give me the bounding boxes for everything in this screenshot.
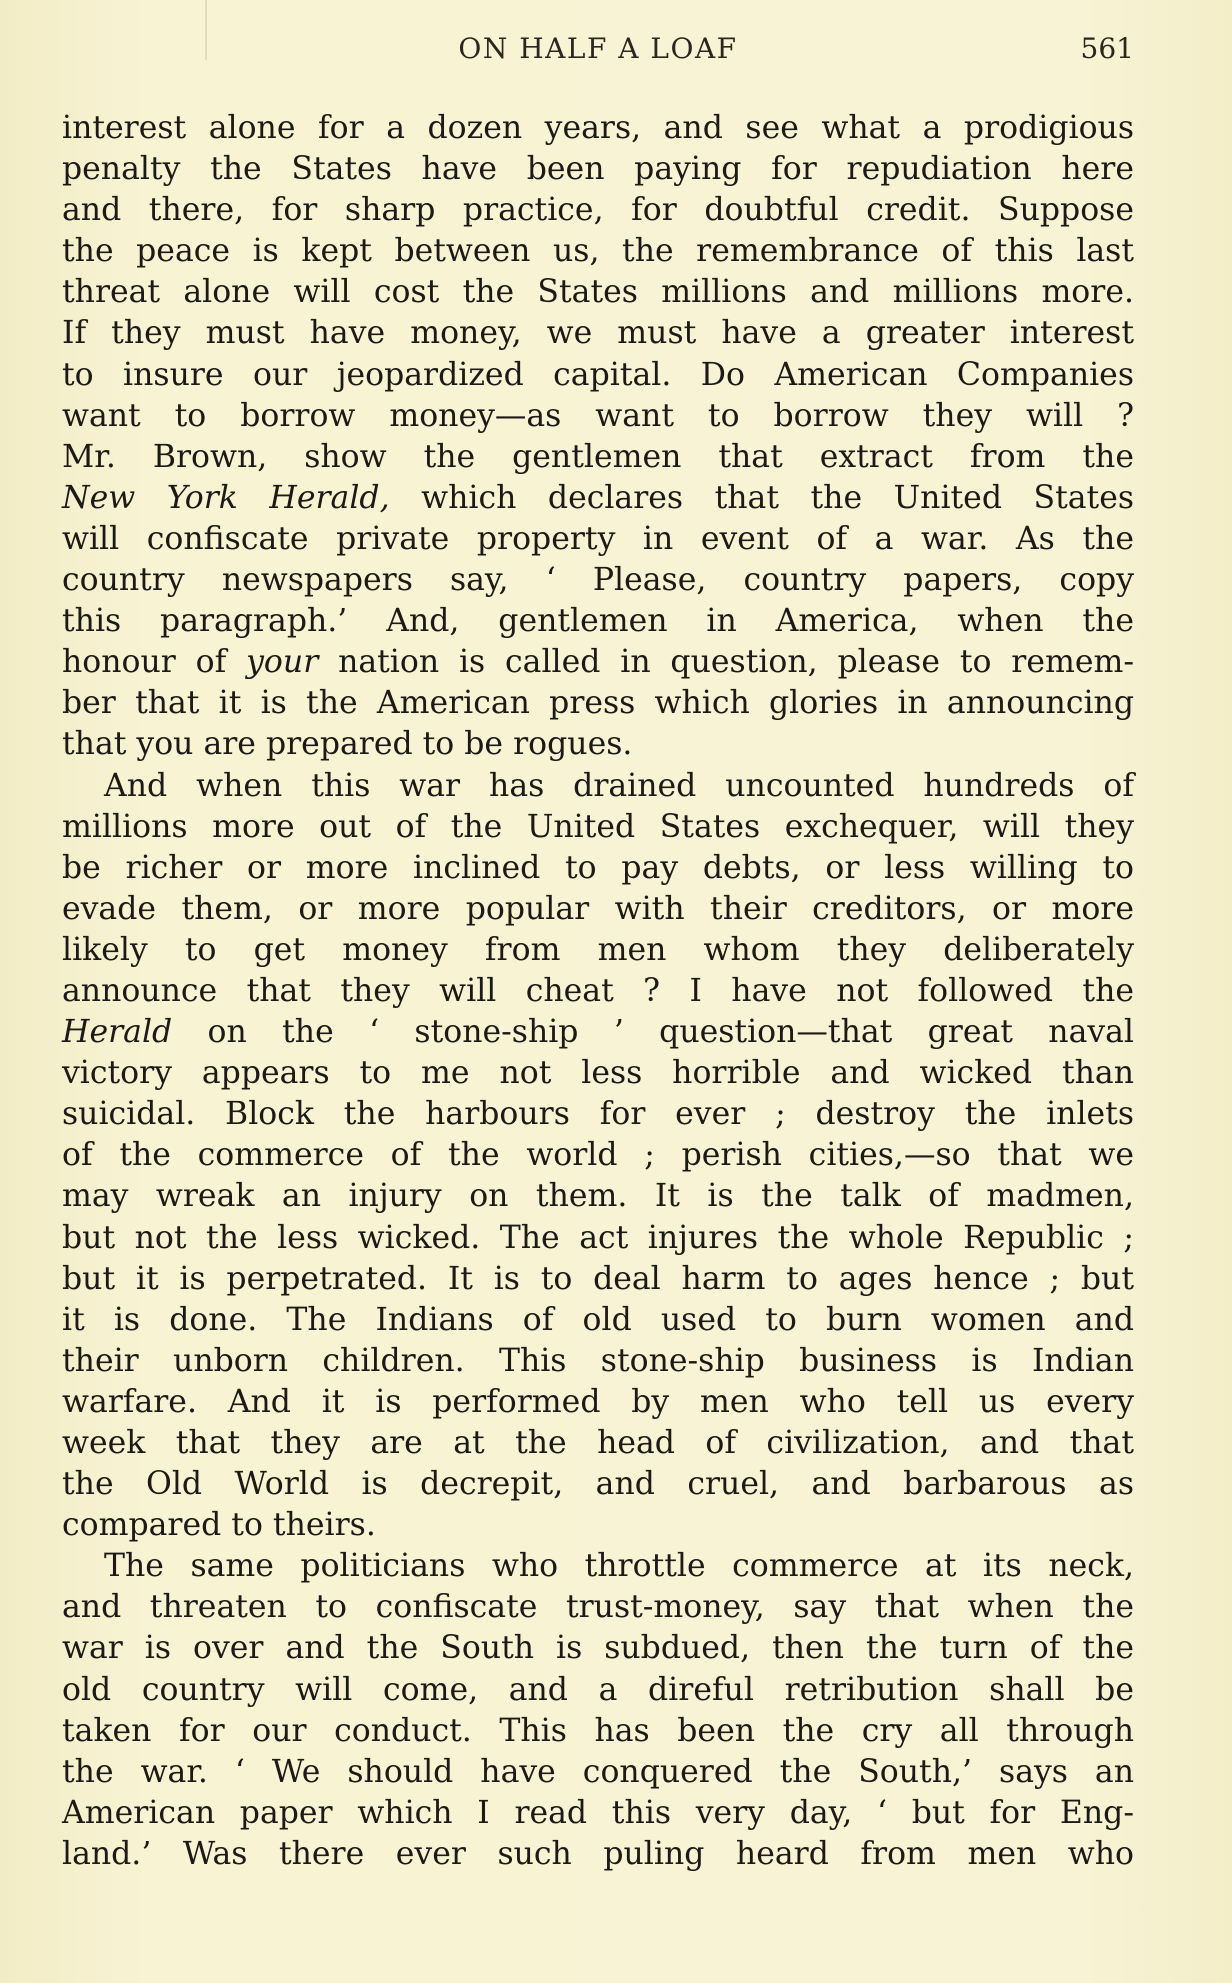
italic-title-new-york-herald: New York Herald, [62, 479, 390, 516]
text-line: suicidal. Block the harbours for ever ; destroy the inlets [62, 1096, 1134, 1133]
text-line: penalty the States have been paying for repudiation here [62, 151, 1134, 188]
text-line: the war. ‘ We should have conquered the South,’ says an [62, 1753, 1134, 1790]
text-line: Mr. Brown, show the gentlemen that extract from the [62, 438, 1134, 475]
text-line: taken for our conduct. This has been the cry all through [62, 1712, 1134, 1749]
paragraph-3 [62, 1546, 1134, 1875]
text-line: it is done. The Indians of old used to burn women and [62, 1301, 1134, 1338]
page-header [62, 32, 1134, 72]
text-line: And when this war has drained uncounted hundreds of [104, 767, 1134, 804]
text-line: likely to get money from men whom they deliberately [62, 931, 1134, 968]
text-line: announce that they will cheat ? I have not followed the [62, 972, 1134, 1009]
text-line: millions more out of the United States exchequer, will they [62, 808, 1134, 845]
text-line: country newspapers say, ‘ Please, country papers, copy [62, 562, 1134, 599]
text-line: of the commerce of the world ; perish cities,—so that we [62, 1137, 1134, 1174]
text-line: war is over and the South is subdued, then the turn of the [62, 1630, 1134, 1667]
text-line: and threaten to confiscate trust-money, say that when the [62, 1589, 1134, 1626]
text-line: ber that it is the American press which glories in announcing [62, 685, 1134, 722]
text-line: If they must have money, we must have a greater interest [62, 315, 1134, 352]
text-segment: which declares that the United States [389, 479, 1135, 516]
text-line: threat alone will cost the States millions and millions more. [62, 274, 1134, 311]
page-number: 561 [1080, 32, 1134, 65]
italic-title-herald: Herald [62, 1014, 173, 1051]
text-line [62, 1012, 1134, 1053]
paragraph-2 [62, 766, 1134, 1547]
text-segment: honour of [62, 644, 247, 681]
text-line: but it is perpetrated. It is to deal harm to ages hence ; but [62, 1260, 1134, 1297]
text-line: that you are prepared to be rogues. [62, 726, 633, 763]
text-line: this paragraph.’ And, gentlemen in America, when the [62, 603, 1134, 640]
text-line: week that they are at the head of civilization, and that [62, 1425, 1134, 1461]
text-line: American paper which I read this very day, ‘ but for Eng- [62, 1794, 1134, 1831]
text-line: but not the less wicked. The act injures the whole Republic ; [62, 1219, 1134, 1256]
text-line: the peace is kept between us, the remembrance of this last [62, 233, 1134, 270]
text-line: evade them, or more popular with their creditors, or more [62, 890, 1134, 927]
text-line [62, 642, 1134, 683]
text-line: compared to theirs. [62, 1507, 376, 1544]
text-line: old country will come, and a direful retribution shall be [62, 1671, 1134, 1708]
body-text [62, 108, 1134, 1875]
text-line: be richer or more inclined to pay debts, or less willing to [62, 849, 1134, 886]
paragraph-1 [62, 108, 1134, 766]
text-line: victory appears to me not less horrible and wicked than [62, 1055, 1134, 1092]
text-line: their unborn children. This stone-ship business is Indian [62, 1342, 1134, 1379]
text-line [62, 478, 1134, 519]
text-line: warfare. And it is performed by men who tell us every [62, 1383, 1134, 1420]
text-line: want to borrow money—as want to borrow they will ? [62, 397, 1134, 434]
text-line: to insure our jeopardized capital. Do American Companies [62, 356, 1134, 393]
text-segment: nation is called in question, please to remem- [318, 644, 1134, 681]
text-line: and there, for sharp practice, for doubtful credit. Suppose [62, 192, 1134, 229]
text-line: The same politicians who throttle commerce at its neck, [104, 1548, 1134, 1585]
text-line: interest alone for a dozen years, and see what a prodigious [62, 110, 1134, 146]
text-line: will confiscate private property in event of a war. As the [62, 520, 1134, 557]
italic-emphasis-your: your [246, 644, 319, 681]
text-line: land.’ Was there ever such puling heard from men who [62, 1835, 1134, 1872]
text-line: the Old World is decrepit, and cruel, and barbarous as [62, 1466, 1134, 1503]
text-line: may wreak an injury on them. It is the talk of madmen, [62, 1178, 1134, 1215]
text-segment: on the ‘ stone-ship ’ question—that great naval [172, 1014, 1134, 1051]
running-head-title: ON HALF A LOAF [458, 32, 738, 65]
